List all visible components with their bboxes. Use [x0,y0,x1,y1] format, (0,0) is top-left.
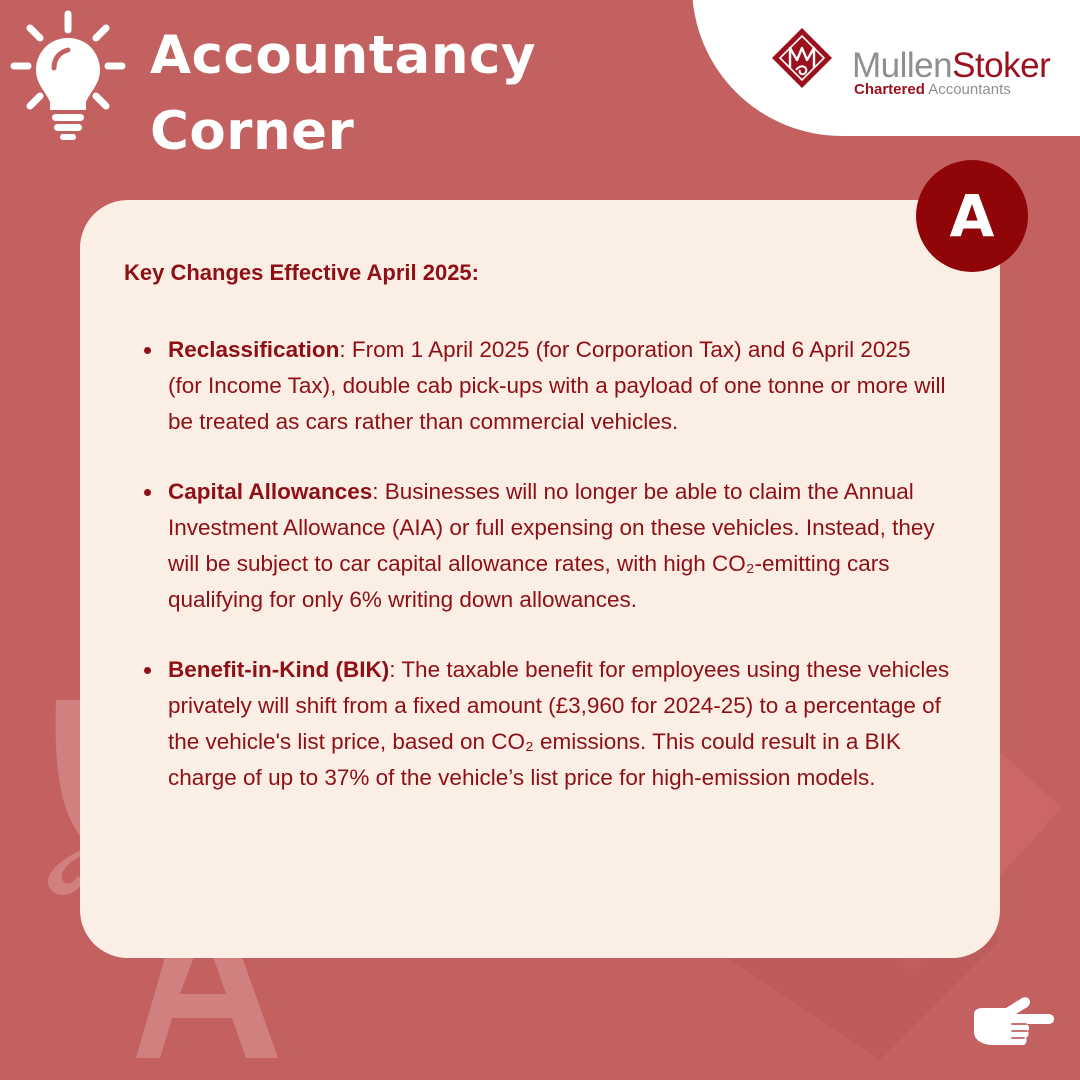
content-card [80,200,1000,958]
list-item-term: Capital Allowances [168,479,373,504]
list-item-term: Reclassification [168,337,340,362]
logo-tagline-bold: Chartered [854,81,925,98]
logo-name-last: Stoker [952,46,1051,85]
list-item-text: : Businesses will no longer be able to claim the Annual Investment Allowance (AIA) or full expensing on these vehicles. Instead, they will be subject to car capital allowance rates, with high CO₂-emitting cars qualifying for only 6% writing down allowances. [168,479,935,612]
logo-tagline [854,81,1011,99]
lightbulb-icon [10,10,126,144]
pointing-hand-icon[interactable] [966,994,1056,1052]
logo-name-first: Mullen [852,46,953,85]
page-title-line-1: Accountancy [150,25,537,86]
list-item-text: : From 1 April 2025 (for Corporation Tax) and 6 April 2025 (for Income Tax), double cab pick-ups with a payload of one tonne or more will be treated as cars rather than commercial vehicles. [168,337,946,434]
list-item-term: Benefit-in-Kind (BIK) [168,657,390,682]
page-title-line-2: Corner [150,101,355,162]
list-item-capital-allowances [168,474,950,618]
logo-wordmark [852,46,1050,86]
mullen-stoker-logo-mark [770,26,834,90]
key-changes-list [124,332,950,796]
list-item-text: : The taxable benefit for employees using these vehicles privately will shift from a fixed amount (£3,960 for 2024-25) to a percentage of the vehicle's list price, based on CO₂ emissions. This could result in a BIK charge of up to 37% of the vehicle’s list price for high-emission models. [168,657,950,790]
list-item-reclassification [168,332,950,440]
list-item-benefit-in-kind [168,652,950,796]
logo-tagline-rest: Accountants [924,81,1011,98]
card-heading: Key Changes Effective April 2025: [124,260,479,285]
page-title [150,18,536,170]
answer-badge: A [916,160,1028,272]
